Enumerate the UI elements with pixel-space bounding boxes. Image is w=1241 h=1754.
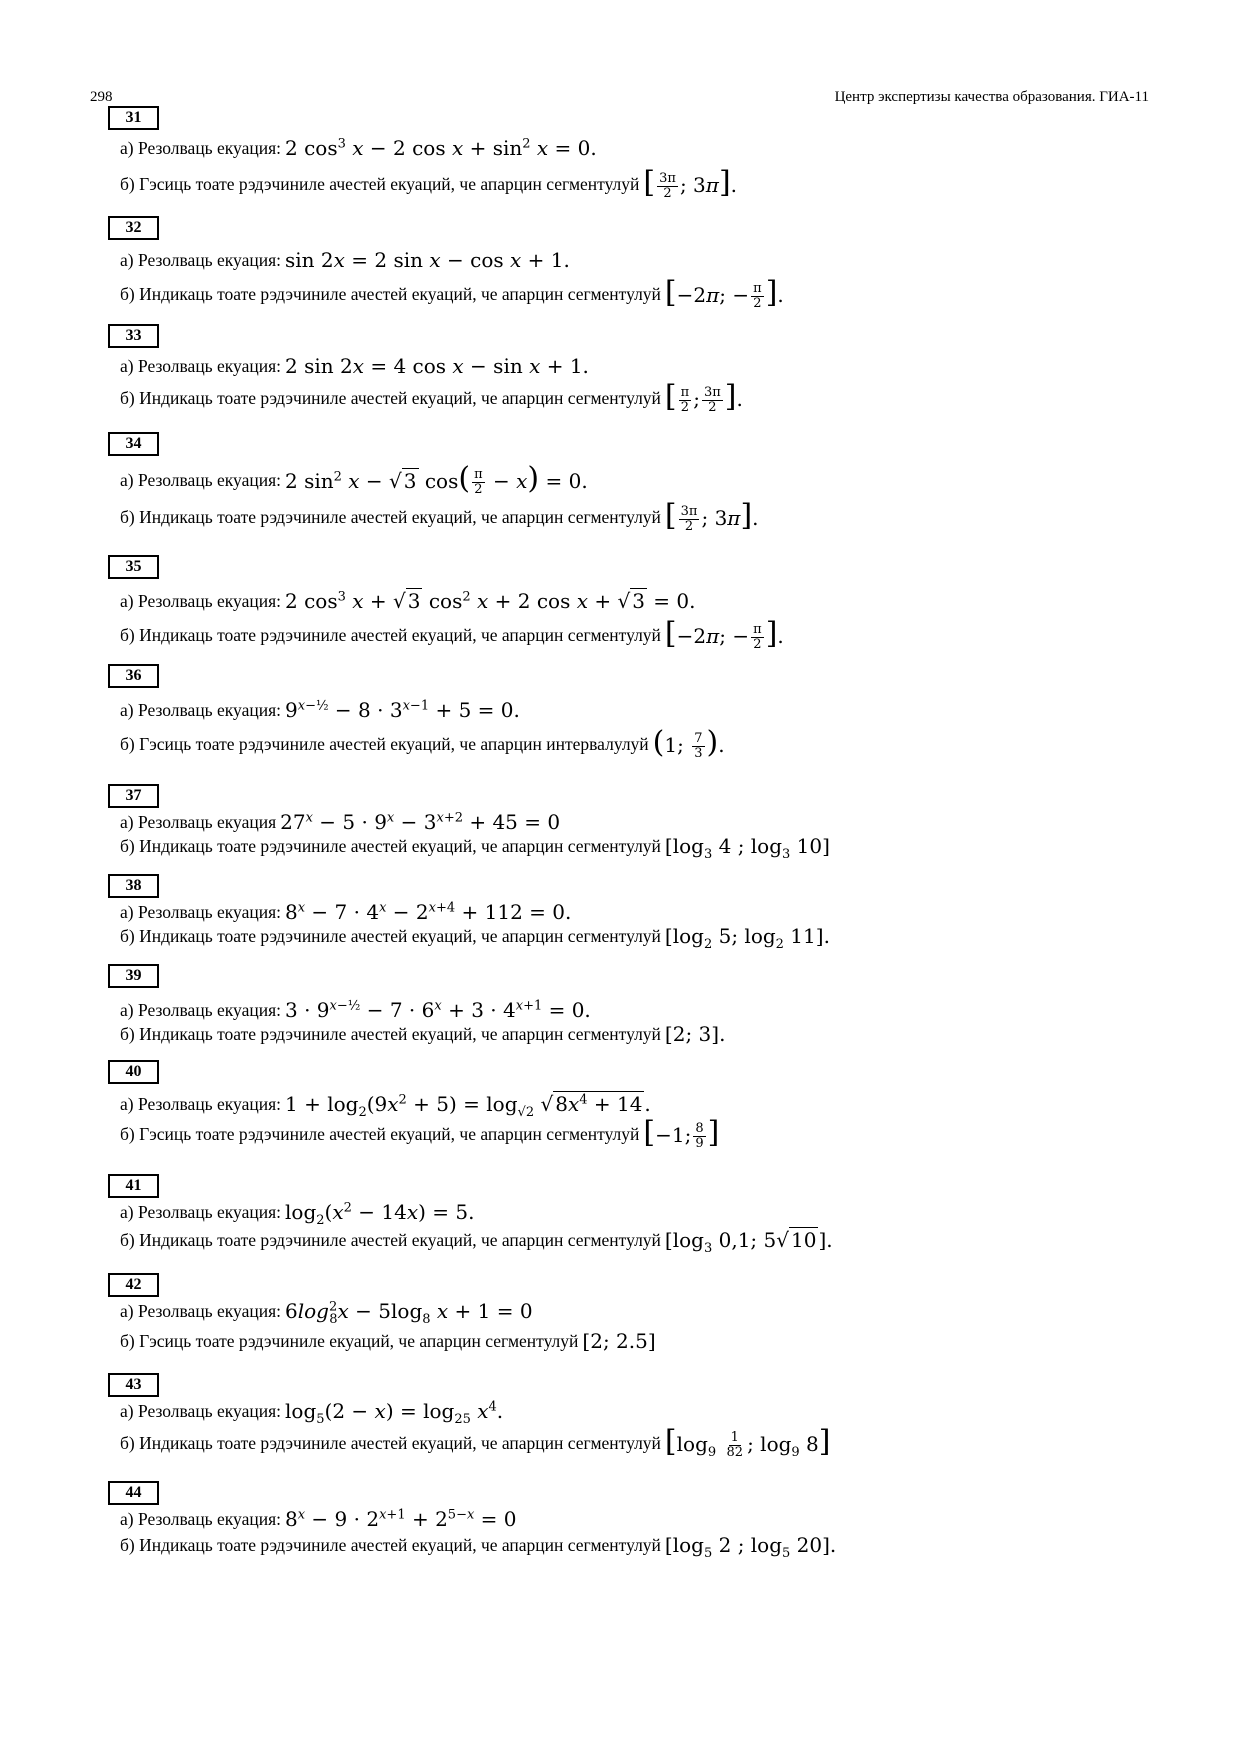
interval: (1; $\frac{7}{3}$ ). <box>652 725 725 761</box>
task-number: 41 <box>108 1174 159 1198</box>
task-number: 35 <box>108 555 159 579</box>
part-a-label: а) Резолваць екуация: <box>120 1201 281 1222</box>
part-b-label: б) Индикаць тоате рэдэчиниле ачестей екуаций, че апарцин сегментулуй <box>120 1229 661 1250</box>
task-number: 31 <box>108 106 159 130</box>
part-a-label: а) Резолваць екуация: <box>120 1093 281 1114</box>
part-b-label: б) Гэсиць тоате рэдэчиниле ачестей екуаций, че апарцин интервалулуй <box>120 734 649 754</box>
task-part-b <box>120 834 1148 862</box>
part-b-label: б) Индикаць тоате рэдэчиниле ачестей екуаций, че апарцин сегментулуй <box>120 388 661 408</box>
task-41 <box>108 1174 1148 1256</box>
task-part-b <box>120 498 1148 534</box>
task-part-b <box>120 616 1148 652</box>
interval: [$\log_9$ $\frac{1}{82}$ ; $\log_9 8$] <box>664 1424 831 1460</box>
part-b-label: б) Индикаць тоате рэдэчиниле ачестей екуаций, че апарцин сегментулуй <box>120 1433 661 1453</box>
task-part-b <box>120 1533 1148 1561</box>
equation: $1 + \log_2(9x^2 + 5) = \log_{√2}$ √ $8x^4 + 14$ . <box>285 1092 651 1120</box>
part-a-label: а) Резолваць екуация: <box>120 901 281 922</box>
part-a-label: а) Резолваць екуация: <box>120 999 281 1020</box>
equation: $6\log^2_8x - 5\log_8$ x + 1 = 0 <box>285 1299 533 1327</box>
task-33 <box>108 324 1148 415</box>
task-part-b <box>120 924 1148 952</box>
part-b-label: б) Индикаць тоате рэдэчиниле ачестей екуаций, че апарцин сегментулуй <box>120 507 661 527</box>
task-part-a <box>120 1399 1148 1427</box>
part-a-label: а) Резолваць екуация: <box>120 699 281 720</box>
equation: 2 $\cos^3 x$ + √ 3 $\cos^2 x + 2$ cos x + √ 3 = 0. <box>285 589 696 613</box>
equation: $8^x - 9 \cdot 2^{x+1} + 2^{5-x} = 0$ <box>285 1507 517 1531</box>
task-part-b <box>120 1228 1148 1256</box>
task-37 <box>108 784 1148 862</box>
page-number: 298 <box>90 89 113 105</box>
task-part-a <box>120 1299 1148 1327</box>
equation: 2 $\sin^2 x$ − √ 3 cos( $\frac{\pi}{2}$ − x) = 0. <box>285 461 588 497</box>
task-part-b <box>120 1115 1148 1151</box>
equation: $\log_2(x^2 - 14x) = 5$. <box>285 1200 475 1228</box>
interval: [ $\frac{3\pi}{2}$ ; 3π]. <box>664 498 759 534</box>
interval: [−1; $\frac{8}{9}$ ] <box>643 1115 720 1151</box>
task-number: 38 <box>108 874 159 898</box>
task-part-a <box>120 698 1148 722</box>
task-number: 40 <box>108 1060 159 1084</box>
part-a-label: а) Резолваць екуация: <box>120 470 281 490</box>
task-number: 44 <box>108 1481 159 1505</box>
task-part-b <box>120 725 1148 761</box>
interval: [2; 3]. <box>664 1022 726 1046</box>
task-part-a <box>120 136 1148 160</box>
equation: 2 $\cos^3 x - 2$ $\cos x + \sin^2 x = 0$. <box>285 136 597 160</box>
equation: 2 sin 2x = 4 cos x − sin x + 1. <box>285 354 589 378</box>
task-part-a <box>120 998 1148 1022</box>
task-number: 34 <box>108 432 159 456</box>
task-part-b <box>120 275 1148 311</box>
task-number: 36 <box>108 664 159 688</box>
task-part-a <box>120 1200 1148 1228</box>
task-34 <box>108 432 1148 534</box>
equation: $27^x - 5 \cdot 9^x - 3^{x+2} + 45 = 0$ <box>280 810 561 834</box>
part-a-label: а) Резолваць екуация <box>120 811 277 832</box>
task-38 <box>108 874 1148 952</box>
task-part-a <box>120 900 1148 924</box>
interval: [−2π; − $\frac{\pi}{2}$ ]. <box>664 616 784 652</box>
task-number: 39 <box>108 964 159 988</box>
task-part-b <box>120 1424 1148 1460</box>
part-b-label: б) Индикаць тоате рэдэчиниле ачестей екуаций, че апарцин сегментулуй <box>120 835 661 856</box>
part-a-label: а) Резолваць екуация: <box>120 249 281 270</box>
task-part-a <box>120 1092 1148 1120</box>
part-b-label: б) Индикаць тоате рэдэчиниле ачестей екуаций, че апарцин сегментулуй <box>120 1023 661 1044</box>
task-44 <box>108 1481 1148 1561</box>
part-b-label: б) Индикаць тоате рэдэчиниле ачестей екуаций, че апарцин сегментулуй <box>120 1534 661 1555</box>
task-part-a <box>120 589 1148 613</box>
task-number: 32 <box>108 216 159 240</box>
task-31 <box>108 106 1148 201</box>
task-number: 42 <box>108 1273 159 1297</box>
interval: [−2π; − $\frac{\pi}{2}$ ]. <box>664 275 784 311</box>
part-a-label: а) Резолваць екуация: <box>120 1300 281 1321</box>
part-b-label: б) Индикаць тоате рэдэчиниле ачестей екуаций, че апарцин сегментулуй <box>120 625 661 645</box>
interval: [$\log_2$ 5; $\log_2 11$]. <box>664 924 830 952</box>
equation: $9^{x-\frac{1}{2}} - 8 \cdot 3^{x-1} + 5 = 0$. <box>285 698 520 722</box>
task-43 <box>108 1373 1148 1460</box>
task-part-a <box>120 461 1148 497</box>
task-35 <box>108 555 1148 652</box>
running-header: Центр экспертизы качества образования. ГИА-11 <box>834 89 1149 105</box>
interval: [$\log_3$ 4 ; $\log_3 10$] <box>664 834 830 862</box>
task-part-b <box>120 379 1148 415</box>
part-a-label: а) Резолваць екуация: <box>120 1508 281 1529</box>
task-40 <box>108 1060 1148 1151</box>
part-a-label: а) Резолваць екуация: <box>120 137 281 158</box>
task-part-a <box>120 1507 1148 1531</box>
equation: sin 2x = 2 sin x − cos x + 1. <box>285 248 570 272</box>
task-number: 43 <box>108 1373 159 1397</box>
part-a-label: а) Резолваць екуация: <box>120 590 281 611</box>
part-b-label: б) Индикаць тоате рэдэчиниле ачестей екуаций, че апарцин сегментулуй <box>120 284 661 304</box>
equation: $8^x - 7 \cdot 4^x - 2^{x+4} + 112 = 0$. <box>285 900 572 924</box>
part-a-label: а) Резолваць екуация: <box>120 1400 281 1421</box>
equation: $3 \cdot 9^{x-\frac{1}{2}} - 7 \cdot 6^x + 3 \cdot 4^{x+1} = 0$. <box>285 998 591 1022</box>
task-part-a <box>120 248 1148 272</box>
part-a-label: а) Резолваць екуация: <box>120 355 281 376</box>
task-part-b <box>120 165 1148 201</box>
task-number: 33 <box>108 324 159 348</box>
task-part-b <box>120 1022 1148 1046</box>
interval: [2; 2.5] <box>582 1329 656 1353</box>
task-32 <box>108 216 1148 311</box>
part-b-label: б) Гэсиць тоате рэдэчиниле ачестей екуаций, че апарцин сегментулуй <box>120 1124 640 1144</box>
task-part-a <box>120 810 1148 834</box>
part-b-label: б) Гэсиць тоате рэдэчиниле екуаций, че апарцин сегментулуй <box>120 1330 579 1351</box>
equation: $\log_5(2 - x) = \log_{25} x^4$. <box>285 1399 504 1427</box>
task-42 <box>108 1273 1148 1353</box>
task-number: 37 <box>108 784 159 808</box>
interval: [$\log_3$ 0,1; 5√ 10 ]. <box>664 1228 833 1256</box>
task-part-b <box>120 1329 1148 1353</box>
task-39 <box>108 964 1148 1046</box>
part-b-label: б) Гэсиць тоате рэдэчиниле ачестей екуаций, че апарцин сегментулуй <box>120 174 640 194</box>
task-part-a <box>120 354 1148 378</box>
interval: [ $\frac{\pi}{2}$ ; $\frac{3\pi}{2}$ ]. <box>664 379 743 415</box>
interval: [$\log_5$ 2 ; $\log_5 20$]. <box>664 1533 837 1561</box>
part-b-label: б) Индикаць тоате рэдэчиниле ачестей екуаций, че апарцин сегментулуй <box>120 925 661 946</box>
task-36 <box>108 664 1148 761</box>
interval: [ $\frac{3\pi}{2}$ ; 3π]. <box>643 165 738 201</box>
